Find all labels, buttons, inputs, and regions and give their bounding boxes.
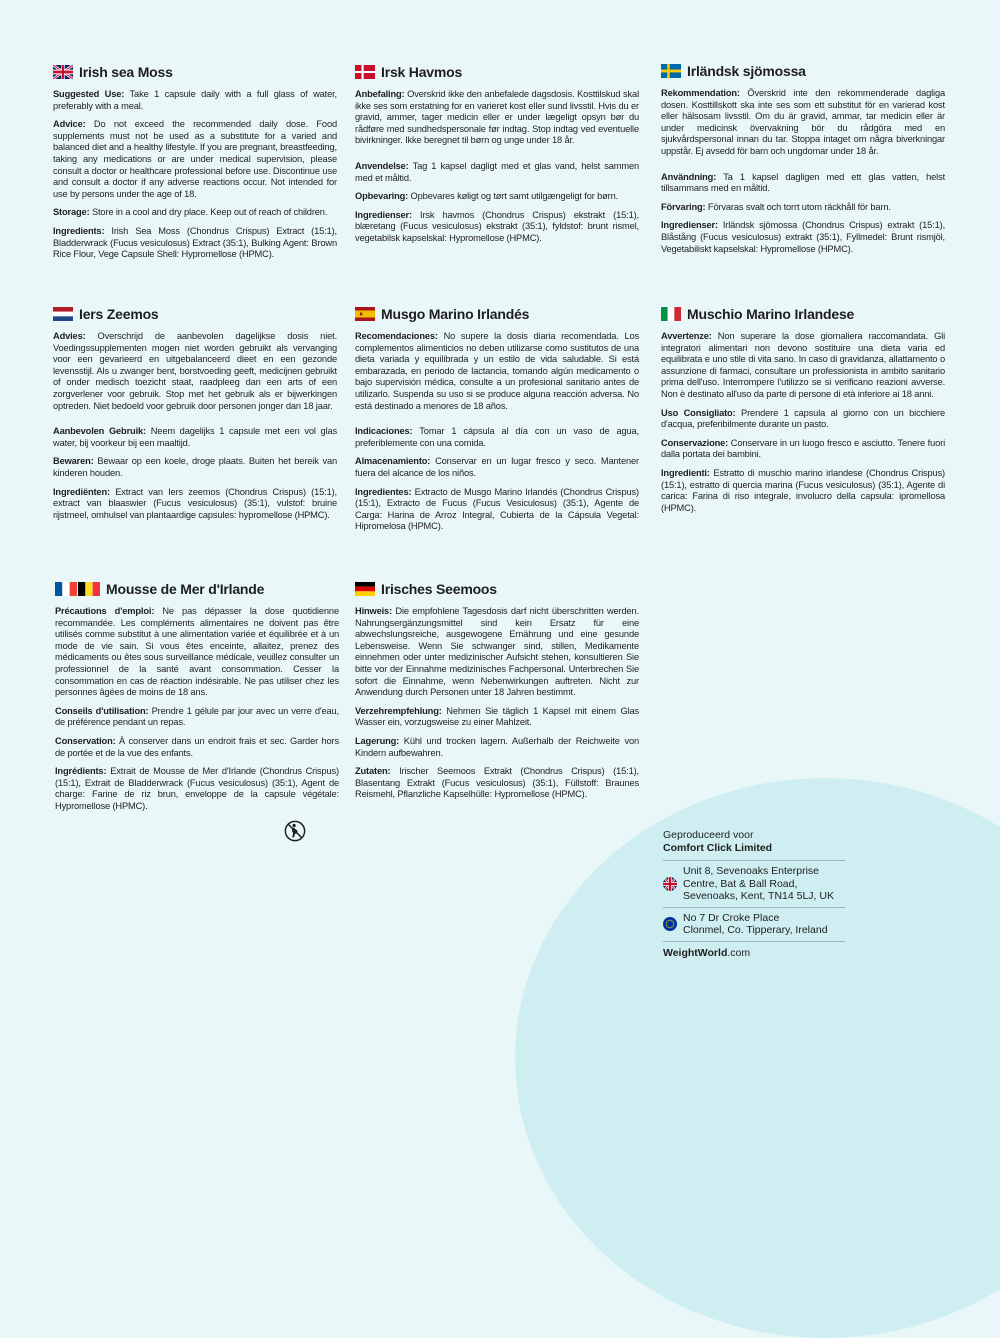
storage: Almacenamiento: Conservar en un lugar fresco y seco. Mantener fuera del alcance de los niños. <box>355 456 639 478</box>
section-title <box>53 64 337 80</box>
section-danish <box>355 64 639 252</box>
produced-for-label: Geproduceerd voor <box>663 829 754 841</box>
section-italian <box>661 306 945 521</box>
advice: Hinweis: Die empfohlene Tagesdosis darf nicht überschritten werden. Nahrungsergänzungsmittel sind kein Ersatz für eine abwechslungsreiche, ausgewogene Ernährung und eine gesunde Lebensweise. Wenn Sie schwanger sind, stillen, Medikamente einnehmen oder unter medizinischer Aufsicht stehen, konsultieren Sie bitte vor der Einnahme medizinisches Fachpersonal. Unterbrechen Sie sofort die Einnahme, wenn Nebenwirkungen auftreten. Nicht zur Anwendung durch Personen unter 18 Jahren bestimmt. <box>355 606 639 698</box>
uk-flag-icon <box>53 65 73 79</box>
ingredients: Ingrédients: Extrait de Mousse de Mer d'Irlande (Chondrus Crispus) (15:1), Extrait de Bladderwrack (Fucus vesiculosus) (35:1), Agent de charge: Farine de riz brun, enveloppe de la capsule végétale: Hypromellose (HPMC). <box>55 766 339 811</box>
france-flag-icon <box>55 582 77 596</box>
brand-name: WeightWorld <box>663 946 728 959</box>
brand-domain: .com <box>727 946 751 959</box>
ingredients: Zutaten: Irischer Seemoos Extrakt (Chondrus Crispus) (15:1), Blasentang Extrakt (Fucus vesiculosus) (35:1), Füllstoff: Braunes Reismehl, Pflanzliche Kapselhülle: Hypromellose (HPMC). <box>355 766 639 800</box>
pregnancy-warning-icon <box>284 820 306 842</box>
suggested-use: Anvendelse: Tag 1 kapsel dagligt med et glas vand, helst sammen med et måltid. <box>355 160 639 183</box>
advice: Avvertenze: Non superare la dose giornaliera raccomandata. Gli integratori alimentari non devono sostituire una dieta varia ed equilibrata e uno stile di vita sano. In caso di gravidanza, allattamento o assunzione di farmaci, consultare un professionista in ambito sanitario prima dell'uso. Interrompere l'utilizzo se si verificano reazioni avverse. Non è destinato all'uso da parte di persone di età inferiore ai 18 anni. <box>661 331 945 399</box>
suggested-use: Suggested Use: Take 1 capsule daily with a full glass of water, preferably with a meal. <box>53 89 337 111</box>
section-title <box>355 306 639 322</box>
advice: Précautions d'emploi: Ne pas dépasser la dose quotidienne recommandée. Les compléments alimentaires ne doivent pas être utilisés comme substitut à une alimentation variée et équilibrée et à un mode de vie sain. Si vous êtes enceinte, allaitez, prenez des médicaments ou êtes sous surveillance médicale, veuillez consulter un professionnel de la santé avant consommation. Cesser la consommation en cas de réaction indésirable. Ne pas utiliser chez les personnes âgées de moins de 18 ans. <box>55 606 339 698</box>
address-line: No 7 Dr Croke Place <box>683 911 780 924</box>
section-title <box>355 64 639 80</box>
section-title <box>55 581 339 597</box>
germany-flag-icon <box>355 582 375 596</box>
ingredients: Ingredienti: Estratto di muschio marino irlandese (Chondrus Crispus) (15:1), estratto di quercia marina (Fucus vesiculosus) (35:1), Agente di carica: Farina di riso integrale, involucro della capsula: ipromellosa (HPMC). <box>661 467 945 513</box>
section-title-text: Irsk Havmos <box>381 64 463 80</box>
ingredients: Ingredienser: Irsk havmos (Chondrus Crispus) ekstrakt (15:1), blæretang (Fucus vesiculosus) ekstrakt (35:1), fyldstof: brunt rismel, vegetabilsk kapselskal: Hypromellose (HPMC). <box>355 209 639 243</box>
italy-flag-icon <box>661 307 681 321</box>
section-title-text: Muschio Marino Irlandese <box>687 306 855 322</box>
belgium-flag-icon <box>78 582 100 596</box>
ingredients: Ingrediënten: Extract van Iers zeemos (Chondrus Crispus) (15:1), extract van blaaswier (Fucus vesiculosus) (35:1), vulstof: bruine rijstmeel, omhulsel van plantaardige capsules: hypromellose (HPMC). <box>53 486 337 520</box>
address-line: Unit 8, Sevenoaks Enterprise <box>683 865 819 877</box>
section-german <box>355 581 639 808</box>
section-title <box>661 63 945 79</box>
brand-website <box>663 941 845 959</box>
company-name: Comfort Click Limited <box>663 842 773 854</box>
advice: Rekommendation: Överskrid inte den rekommenderade dagliga dosen. Kosttillskott ska inte ses som ett substitut för en varierad kost eller hälsosam livsstil. Om du är gravid, ammar, tar medicin eller är under medicinsk övervakning bör du rådgöra med en sjukvårdspersonal innan du tar. Stoppa intaget om några biverkningar uppstår. Ej avsedd för barn och ungdomar under 18 år. <box>661 88 945 156</box>
suggested-use: Aanbevolen Gebruik: Neem dagelijks 1 capsule met een vol glas water, bij voorkeur bij een maaltijd. <box>53 426 338 448</box>
section-dutch <box>53 306 337 528</box>
section-title <box>355 581 639 597</box>
eu-address <box>663 907 845 941</box>
uk-flag-icon <box>663 877 677 891</box>
section-title <box>661 306 945 322</box>
manufacturer-block <box>663 829 845 959</box>
eu-flag-icon <box>663 917 677 931</box>
netherlands-flag-icon <box>53 307 73 321</box>
section-swedish <box>661 63 945 262</box>
address-line: Centre, Bat & Ball Road, <box>683 877 798 890</box>
suggested-use: Conseils d'utilisation: Prendre 1 gélule par jour avec un verre d'eau, de préférence pendant un repas. <box>55 705 339 728</box>
storage: Förvaring: Förvaras svalt och torrt utom räckhåll för barn. <box>661 201 891 212</box>
storage: Opbevaring: Opbevares køligt og tørt samt utilgængeligt for børn. <box>355 191 619 202</box>
storage: Conservation: À conserver dans un endroit frais et sec. Garder hors de portée et de la vue des enfants. <box>55 735 339 758</box>
storage: Bewaren: Bewaar op een koele, droge plaats. Buiten het bereik van kinderen houden. <box>53 456 337 478</box>
denmark-flag-icon <box>355 65 375 79</box>
ingredients: Ingredients: Irish Sea Moss (Chondrus Crispus) Extract (15:1), Bladderwrack (Fucus vesiculosus) Extract (35:1), Bulking Agent: Brown Rice Flour, Vege Capsule Shell: Hypromellose (HPMC). <box>53 225 337 260</box>
storage: Storage: Store in a cool and dry place. Keep out of reach of children. <box>53 207 328 218</box>
section-title-text: Musgo Marino Irlandés <box>381 306 530 322</box>
suggested-use: Användning: Ta 1 kapsel dagligen med ett glas vatten, helst tillsammans med en måltid. <box>661 171 945 194</box>
sweden-flag-icon <box>661 64 681 78</box>
section-title-text: Mousse de Mer d'Irlande <box>106 581 265 597</box>
advice: Anbefaling: Overskrid ikke den anbefalede dagsdosis. Kosttilskud skal ikke ses som erstatning for en varieret kost eller sund livsstil. Hvis du er gravid, ammer, tager medicin eller er under lægeligt opsyn bør du rådføre med sundhedspersonale før indtag. Stop indtag ved eventuelle bivirkninger. Ikke beregnet til børn og unge under 18 år. <box>355 89 639 146</box>
spain-flag-icon <box>355 307 375 321</box>
section-title-text: Irländsk sjömossa <box>687 63 806 79</box>
section-title <box>53 306 337 322</box>
storage: Conservazione: Conservare in un luogo fresco e asciutto. Tenere fuori dalla portata dei bambini. <box>661 437 945 460</box>
section-title-text: Irish sea Moss <box>79 64 173 80</box>
suggested-use: Indicaciones: Tomar 1 cápsula al día con un vaso de agua, preferiblemente con una comida. <box>355 426 639 448</box>
section-english <box>53 64 337 268</box>
storage: Lagerung: Kühl und trocken lagern. Außerhalb der Reichweite von Kindern aufbewahren. <box>355 735 639 758</box>
advice: Advies: Overschrijd de aanbevolen dagelijkse dosis niet. Voedingssupplementen mogen niet worden gebruikt als vervanging voor een gevarieerd en uitgebalanceerd dieet en een gezonde levensstijl. Als u zwanger bent, borstvoeding geeft, medicijnen gebruikt of onder medisch toezicht staat, raadpleeg dan een arts of een zorgverlener voor gebruik. Stop met het gebruik als er bijwerkingen optreden. Niet bedoeld voor gebruik door personen jonger dan 18 jaar. <box>53 331 337 411</box>
uk-address <box>663 860 845 907</box>
advice: Recomendaciones: No supere la dosis diaria recomendada. Los complementos alimenticios no deben utilizarse como sustitutos de una dieta variada y equilibrada y un estilo de vida saludable. Si está embarazada, en periodo de lactancia, tomando algún medicamento o bajo supervisión médica, consulte a un profesional sanitario antes de utilizarlo. Suspenda su uso si se produce alguna reacción adversa. No está destinado a menores de 18 años. <box>355 331 639 411</box>
section-title-text: Irisches Seemoos <box>381 581 497 597</box>
ingredients: Ingredienser: Irländsk sjömossa (Chondrus Crispus) extrakt (15:1), Blåstång (Fucus vesiculosus) extrakt (35:1), Fyllmedel: Brunt rismjöl, Vegetabiliskt kapselskal: Hypromellose (HPMC). <box>661 220 945 254</box>
advice: Advice: Do not exceed the recommended daily dose. Food supplements must not be used as a substitute for a varied and balanced diet and a healthy lifestyle. If you are pregnant, breastfeeding, taking any medications or are under medical supervision, please consult a doctor or healthcare professional before use. Discontinue use and consult a doctor if any adverse reactions occur. Not intended for use by persons under the age of 18. <box>53 119 337 199</box>
section-french <box>55 581 339 820</box>
suggested-use: Uso Consigliato: Prendere 1 capsula al giorno con un bicchiere d'acqua, preferibilmente durante un pasto. <box>661 407 945 430</box>
address-line: Clonmel, Co. Tipperary, Ireland <box>683 924 828 936</box>
section-spanish <box>355 306 639 540</box>
address-line: Sevenoaks, Kent, TN14 5LJ, UK <box>683 890 834 902</box>
ingredients: Ingredientes: Extracto de Musgo Marino Irlandés (Chondrus Crispus) (15:1), Extracto de Fucus (Fucus Vesiculosus) (35:1), Agente de Carga: Harina de Arroz Integral, Cubierta de la Cápsula Vegetal: Hipromelosa (HPMC). <box>355 486 639 532</box>
section-title-text: Iers Zeemos <box>79 306 159 322</box>
suggested-use: Verzehrempfehlung: Nehmen Sie täglich 1 Kapsel mit einem Glas Wasser ein, vorzugsweise zu einer Mahlzeit. <box>355 705 639 728</box>
